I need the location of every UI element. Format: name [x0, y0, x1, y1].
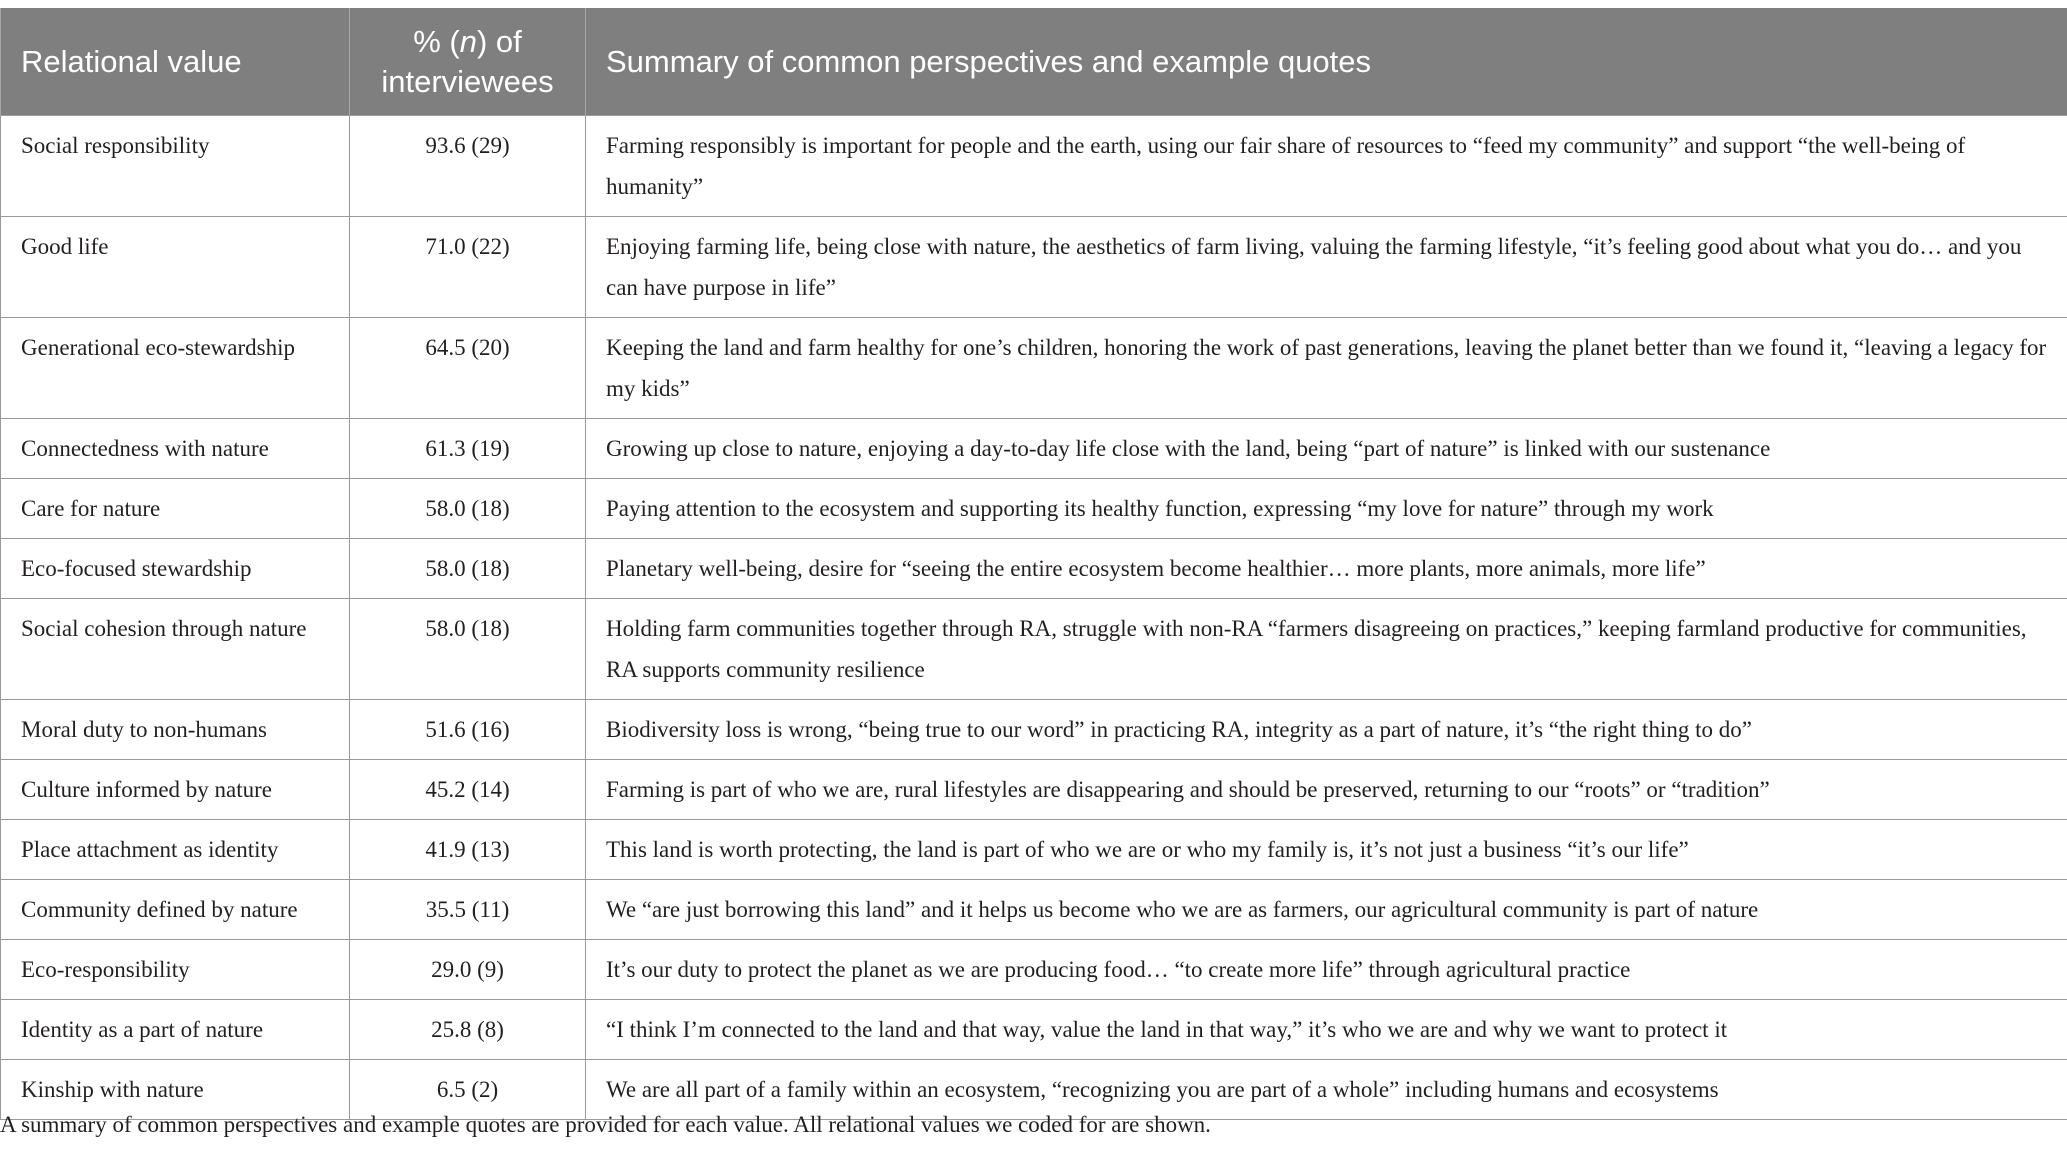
table-row: [1, 217, 2067, 318]
cell-summary: Growing up close to nature, enjoying a day-to-day life close with the land, being “part of nature” is linked with our sustenance: [586, 419, 2067, 479]
table-row: [1, 820, 2067, 880]
cell-summary: This land is worth protecting, the land is part of who we are or who my family is, it’s not just a business “it’s our life”: [586, 820, 2067, 880]
table-row: [1, 479, 2067, 539]
cell-percent: 58.0 (18): [350, 539, 586, 599]
header-summary: Summary of common perspectives and example quotes: [586, 8, 2067, 116]
cell-summary: We are all part of a family within an ecosystem, “recognizing you are part of a whole” including humans and ecosystems: [586, 1060, 2067, 1120]
cell-percent: 25.8 (8): [350, 1000, 586, 1060]
table-row: [1, 599, 2067, 700]
cell-relational-value: Community defined by nature: [1, 880, 350, 940]
cell-summary: Planetary well-being, desire for “seeing the entire ecosystem become healthier… more plants, more animals, more life”: [586, 539, 2067, 599]
cell-percent: 58.0 (18): [350, 599, 586, 700]
cell-percent: 93.6 (29): [350, 116, 586, 217]
header-percent-n: n: [459, 23, 477, 59]
cell-summary: Holding farm communities together through RA, struggle with non-RA “farmers disagreeing on practices,” keeping farmland productive for communities, RA supports community resilience: [586, 599, 2067, 700]
cell-summary: Paying attention to the ecosystem and supporting its healthy function, expressing “my love for nature” through my work: [586, 479, 2067, 539]
cell-relational-value: Care for nature: [1, 479, 350, 539]
table-row: [1, 318, 2067, 419]
header-row: [1, 8, 2067, 116]
cell-relational-value: Eco-focused stewardship: [1, 539, 350, 599]
relational-values-table-container: [0, 8, 2067, 1120]
relational-values-table: [0, 8, 2067, 1120]
cell-percent: 35.5 (11): [350, 880, 586, 940]
header-percent-interviewees: [350, 8, 586, 116]
table-row: [1, 940, 2067, 1000]
cell-summary: Keeping the land and farm healthy for one’s children, honoring the work of past generations, leaving the planet better than we found it, “leaving a legacy for my kids”: [586, 318, 2067, 419]
cell-summary: “I think I’m connected to the land and that way, value the land in that way,” it’s who we are and why we want to protect it: [586, 1000, 2067, 1060]
cell-summary: Farming is part of who we are, rural lifestyles are disappearing and should be preserved, returning to our “roots” or “tradition”: [586, 760, 2067, 820]
cell-relational-value: Social cohesion through nature: [1, 599, 350, 700]
cell-summary: It’s our duty to protect the planet as we are producing food… “to create more life” through agricultural practice: [586, 940, 2067, 1000]
cell-relational-value: Good life: [1, 217, 350, 318]
table-body: [1, 116, 2067, 1120]
cell-summary: Biodiversity loss is wrong, “being true to our word” in practicing RA, integrity as a part of nature, it’s “the right thing to do”: [586, 700, 2067, 760]
cell-relational-value: Moral duty to non-humans: [1, 700, 350, 760]
cell-percent: 61.3 (19): [350, 419, 586, 479]
table-header: [1, 8, 2067, 116]
cell-relational-value: Connectedness with nature: [1, 419, 350, 479]
cell-summary: Farming responsibly is important for people and the earth, using our fair share of resources to “feed my community” and support “the well-being of humanity”: [586, 116, 2067, 217]
cell-relational-value: Identity as a part of nature: [1, 1000, 350, 1060]
cell-percent: 51.6 (16): [350, 700, 586, 760]
table-row: [1, 1000, 2067, 1060]
table-row: [1, 700, 2067, 760]
table-caption: A summary of common perspectives and example quotes are provided for each value. All relational values we coded for are shown.: [0, 1112, 1211, 1137]
cell-relational-value: Place attachment as identity: [1, 820, 350, 880]
cell-summary: We “are just borrowing this land” and it helps us become who we are as farmers, our agricultural community is part of nature: [586, 880, 2067, 940]
cell-relational-value: Kinship with nature: [1, 1060, 350, 1120]
cell-percent: 64.5 (20): [350, 318, 586, 419]
table-row: [1, 419, 2067, 479]
cell-percent: 45.2 (14): [350, 760, 586, 820]
table-row: [1, 116, 2067, 217]
cell-relational-value: Social responsibility: [1, 116, 350, 217]
header-percent-prefix: % (: [413, 23, 460, 59]
cell-percent: 29.0 (9): [350, 940, 586, 1000]
cell-percent: 71.0 (22): [350, 217, 586, 318]
cell-percent: 41.9 (13): [350, 820, 586, 880]
cell-relational-value: Eco-responsibility: [1, 940, 350, 1000]
table-row: [1, 880, 2067, 940]
header-relational-value: Relational value: [1, 8, 350, 116]
cell-percent: 58.0 (18): [350, 479, 586, 539]
table-row: [1, 760, 2067, 820]
cell-relational-value: Culture informed by nature: [1, 760, 350, 820]
cell-percent: 6.5 (2): [350, 1060, 586, 1120]
header-percent-suffix: ) of: [476, 23, 522, 59]
cell-relational-value: Generational eco-stewardship: [1, 318, 350, 419]
cell-summary: Enjoying farming life, being close with nature, the aesthetics of farm living, valuing the farming lifestyle, “it’s feeling good about what you do… and you can have purpose in life”: [586, 217, 2067, 318]
table-row: [1, 539, 2067, 599]
header-percent-line2: interviewees: [381, 63, 554, 99]
